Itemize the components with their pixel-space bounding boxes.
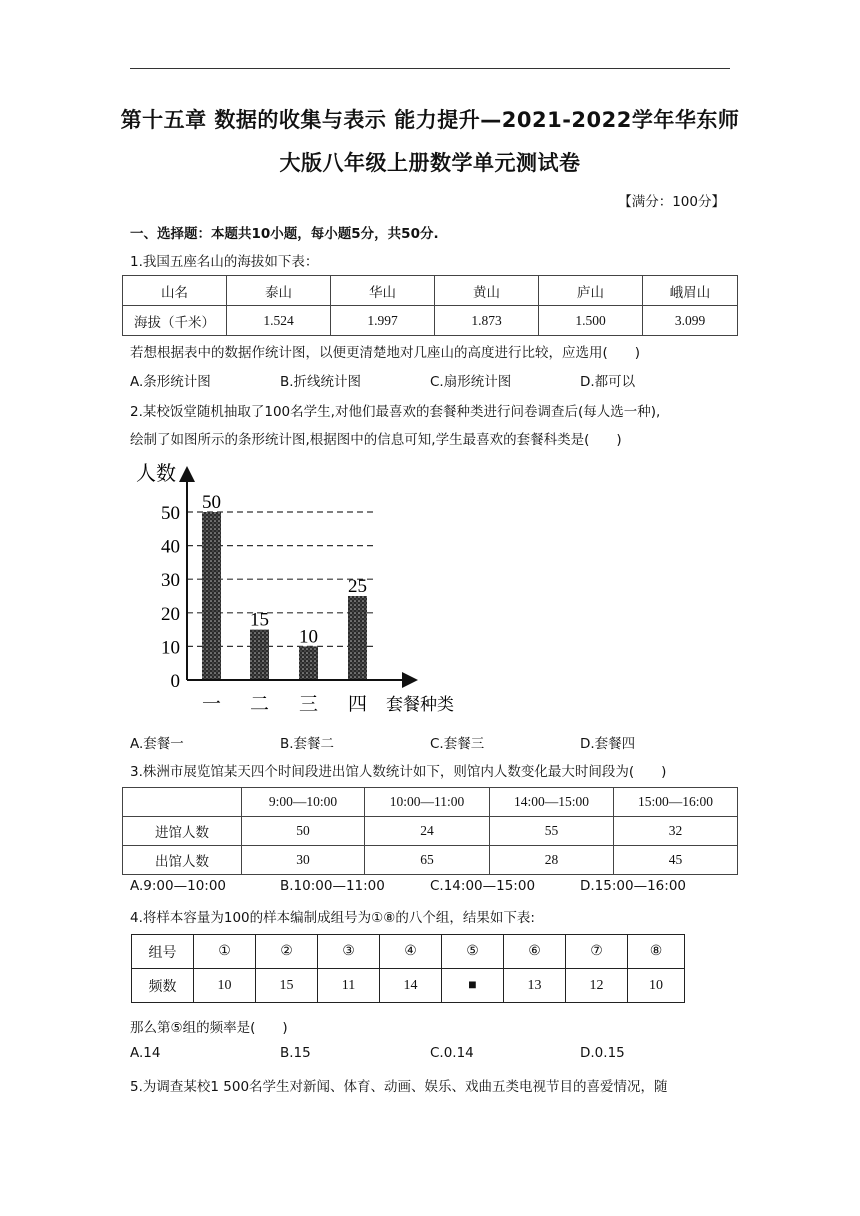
- q3-option-c: C.14:00—15:00: [430, 878, 536, 894]
- q1-option-a: A.条形统计图: [130, 374, 211, 390]
- x-tick-label: 三: [298, 694, 319, 715]
- table-cell: 12: [566, 969, 628, 1003]
- table-cell: ②: [256, 935, 318, 969]
- q4-option-a: A.14: [130, 1045, 161, 1061]
- title-line-1: 第十五章 数据的收集与表示 能力提升—2021-2022学年华东师: [120, 108, 740, 132]
- table-cell: 45: [614, 846, 738, 875]
- table-cell: 1.500: [539, 306, 643, 336]
- bar: [202, 512, 221, 680]
- table-cell: ⑤: [442, 935, 504, 969]
- table-cell: 10: [194, 969, 256, 1003]
- table-row: [123, 846, 738, 875]
- q1-stem: 1.我国五座名山的海拔如下表：: [130, 254, 319, 270]
- table-cell: 30: [242, 846, 365, 875]
- table-cell: 14: [380, 969, 442, 1003]
- bar: [250, 630, 269, 680]
- bar: [299, 646, 318, 680]
- table-cell: 28: [490, 846, 614, 875]
- table-cell: 15: [256, 969, 318, 1003]
- q4-question: 那么第⑤组的频率是( ): [130, 1020, 288, 1036]
- q3-option-d: D.15:00—16:00: [580, 878, 686, 894]
- table-cell: 1.997: [331, 306, 435, 336]
- q4-option-b: B.15: [280, 1045, 311, 1061]
- table-cell: 55: [490, 817, 614, 846]
- bar: [348, 596, 367, 680]
- q2-option-c: C.套餐三: [430, 736, 485, 752]
- table-cell: 11: [318, 969, 380, 1003]
- table-cell: 9:00—10:00: [242, 788, 365, 817]
- section-heading: 一、选择题：本题共10小题，每小题5分，共50分.: [130, 226, 439, 242]
- table-cell: 1.873: [435, 306, 539, 336]
- table-cell: 65: [365, 846, 490, 875]
- q1-option-b: B.折线统计图: [280, 374, 362, 390]
- x-tick-label: 四: [347, 694, 368, 715]
- table-cell: 进馆人数: [123, 817, 242, 846]
- q2-option-b: B.套餐二: [280, 736, 335, 752]
- q3-stem: 3.株洲市展览馆某天四个时间段进出馆人数统计如下，则馆内人数变化最大时间段为( ): [130, 764, 667, 780]
- table-cell: ①: [194, 935, 256, 969]
- q2-stem-line-1: 2.某校饭堂随机抽取了100名学生,对他们最喜欢的套餐种类进行问卷调查后(每人选一种),: [130, 404, 661, 420]
- table-cell: 组号: [132, 935, 194, 969]
- y-tick-label: 50: [161, 503, 180, 524]
- table-cell: ⑦: [566, 935, 628, 969]
- table-cell: ③: [318, 935, 380, 969]
- q2-option-d: D.套餐四: [580, 736, 636, 752]
- table-row: [132, 969, 685, 1003]
- table-row: [123, 788, 738, 817]
- table-cell: 频数: [132, 969, 194, 1003]
- table-cell: 10:00—11:00: [365, 788, 490, 817]
- table-cell: 10: [628, 969, 685, 1003]
- table-cell: 庐山: [539, 276, 643, 306]
- q3-table: [122, 787, 738, 875]
- table-row: [123, 817, 738, 846]
- y-tick-label: 10: [161, 637, 180, 659]
- x-tick-label: 二: [249, 694, 270, 715]
- q1-question: 若想根据表中的数据作统计图，以便更清楚地对几座山的高度进行比较，应选用( ): [130, 345, 641, 361]
- table-cell: 32: [614, 817, 738, 846]
- table-cell: 峨眉山: [643, 276, 738, 306]
- q3-option-a: A.9:00—10:00: [130, 878, 227, 894]
- q1-table: [122, 275, 738, 336]
- table-row: [123, 276, 738, 306]
- data-label: 50: [202, 492, 221, 513]
- q4-stem: 4.将样本容量为100的样本编制成组号为①⑧的八个组，结果如下表:: [130, 910, 535, 926]
- bar-chart: [130, 452, 480, 722]
- full-score: 【满分：100分】: [618, 194, 725, 210]
- table-cell: 1.524: [227, 306, 331, 336]
- table-cell: 24: [365, 817, 490, 846]
- q4-option-c: C.0.14: [430, 1045, 474, 1061]
- data-label: 10: [299, 626, 318, 648]
- y-axis-label: 人数: [136, 463, 176, 485]
- table-cell: 泰山: [227, 276, 331, 306]
- y-tick-label: 30: [161, 570, 180, 592]
- table-cell: 13: [504, 969, 566, 1003]
- table-cell: 15:00—16:00: [614, 788, 738, 817]
- x-tick-label: 一: [201, 694, 222, 715]
- table-cell: [123, 788, 242, 817]
- x-axis-label: 套餐种类: [386, 695, 454, 714]
- q3-option-b: B.10:00—11:00: [280, 878, 385, 894]
- q1-option-d: D.都可以: [580, 374, 636, 390]
- data-label: 25: [348, 576, 367, 597]
- q2-option-a: A.套餐一: [130, 736, 184, 752]
- table-cell: 14:00—15:00: [490, 788, 614, 817]
- table-cell: 黄山: [435, 276, 539, 306]
- q2-stem-line-2: 绘制了如图所示的条形统计图,根据图中的信息可知,学生最喜欢的套餐科类是( ): [130, 432, 622, 448]
- table-cell: ■: [442, 969, 504, 1003]
- table-cell: 出馆人数: [123, 846, 242, 875]
- y-tick-label: 0: [170, 671, 180, 692]
- title-line-2: 大版八年级上册数学单元测试卷: [279, 151, 581, 175]
- table-cell: 50: [242, 817, 365, 846]
- y-tick-label: 20: [161, 603, 180, 625]
- table-cell: ④: [380, 935, 442, 969]
- table-row: [123, 306, 738, 336]
- table-cell: 3.099: [643, 306, 738, 336]
- q5-stem: 5.为调查某校1 500名学生对新闻、体育、动画、娱乐、戏曲五类电视节目的喜爱情况，随: [130, 1079, 668, 1095]
- table-cell: ⑥: [504, 935, 566, 969]
- q4-table: [131, 934, 685, 1003]
- table-row: [132, 935, 685, 969]
- y-tick-label: 40: [161, 536, 180, 558]
- table-cell: ⑧: [628, 935, 685, 969]
- q1-option-c: C.扇形统计图: [430, 374, 512, 390]
- table-cell: 华山: [331, 276, 435, 306]
- table-cell: 山名: [123, 276, 227, 306]
- q4-option-d: D.0.15: [580, 1045, 625, 1061]
- header-rule: [130, 68, 730, 69]
- data-label: 15: [250, 609, 269, 631]
- table-cell: 海拔（千米）: [123, 306, 227, 336]
